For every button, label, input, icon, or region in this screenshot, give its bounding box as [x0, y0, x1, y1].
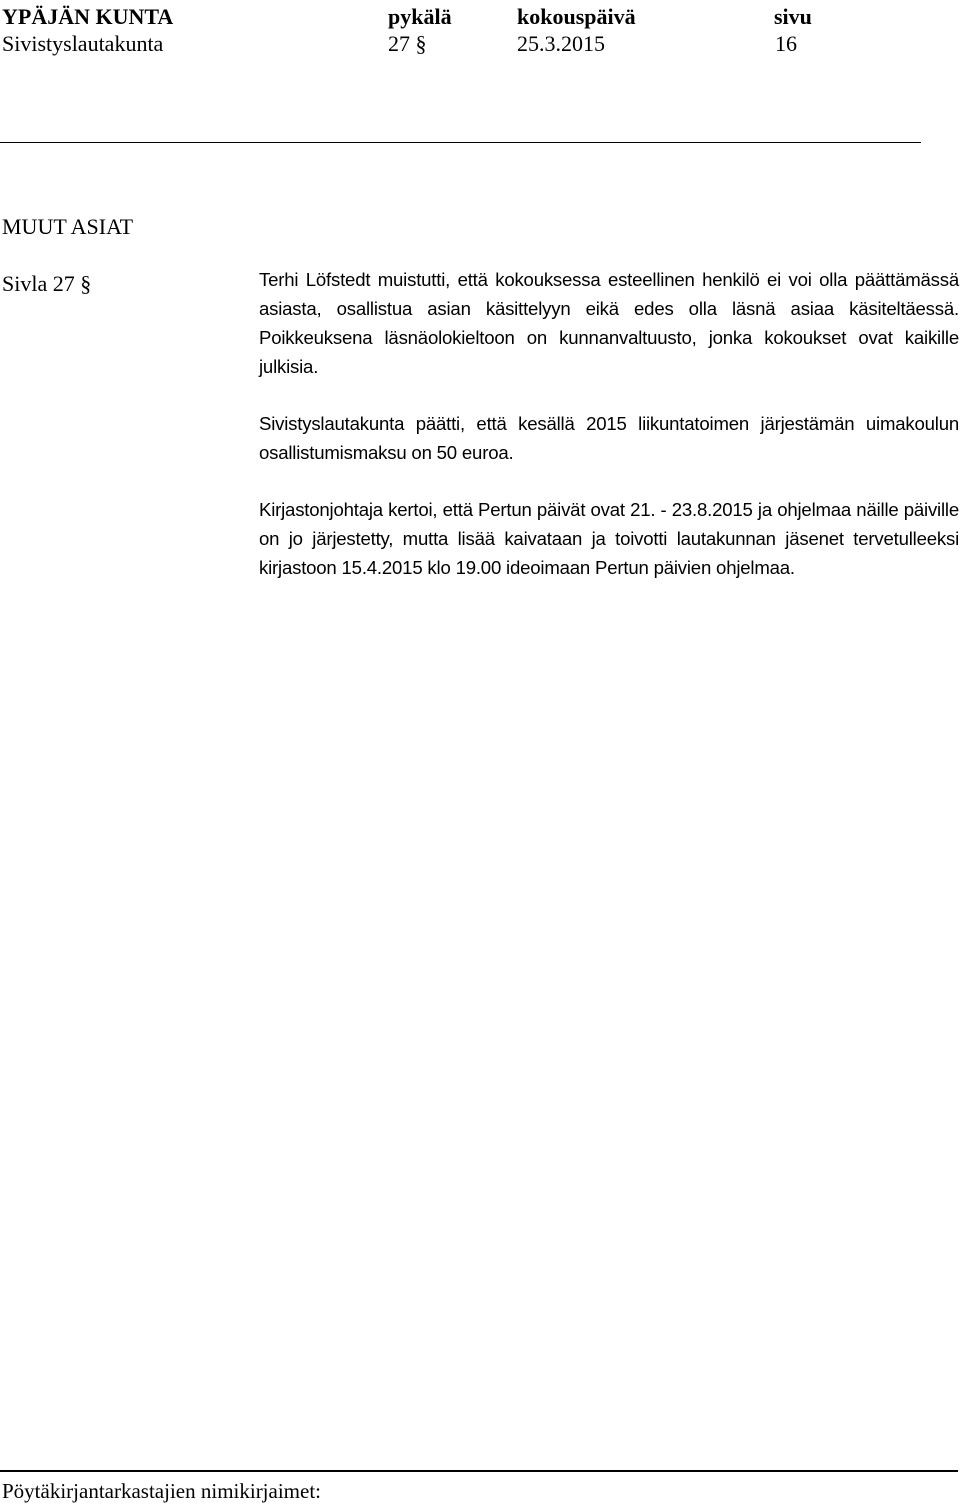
- committee-name: Sivistyslautakunta: [2, 31, 164, 56]
- minutes-body: [259, 265, 959, 610]
- section-number: 27 §: [388, 31, 427, 56]
- section-column-label: pykälä: [388, 4, 452, 29]
- paragraph-pertun-paivat: Kirjastonjohtaja kertoi, että Pertun päivät ovat 21. - 23.8.2015 ja ohjelmaa näille päiville on jo järjestetty, mutta lisää kaivataan ja toivotti lautakunnan jäsenet tervetulleeksi kirjastoon 15.4.2015 klo 19.00 ideoimaan Pertun päivien ohjelmaa.: [259, 499, 959, 578]
- paragraph-swimming-school-fee: Sivistyslautakunta päätti, että kesällä 2015 liikuntatoimen järjestämän uimakoulun osallistumismaksu on 50 euroa.: [259, 413, 959, 463]
- page-column-label: sivu: [774, 4, 812, 29]
- section-reference: Sivla 27 §: [2, 271, 92, 296]
- paragraph-conflict-of-interest: Terhi Löfstedt muistutti, että kokouksessa esteellinen henkilö ei voi olla päättämässä asiasta, osallistua asian käsittelyyn eikä edes olla läsnä asiaa käsiteltäessä. Poikkeuksena läsnäolokieltoon on kunnanvaltuusto, jonka kokoukset ovat kaikille julkisia.: [259, 269, 959, 377]
- meeting-date: 25.3.2015: [517, 31, 605, 56]
- section-title: MUUT ASIAT: [2, 214, 134, 239]
- footer-divider: [0, 1470, 958, 1472]
- page-number: 16: [775, 31, 797, 56]
- date-column-label: kokouspäivä: [517, 4, 636, 29]
- header-divider: [0, 142, 921, 143]
- org-name: YPÄJÄN KUNTA: [2, 4, 174, 29]
- reviewer-initials-label: Pöytäkirjantarkastajien nimikirjaimet:: [2, 1479, 321, 1503]
